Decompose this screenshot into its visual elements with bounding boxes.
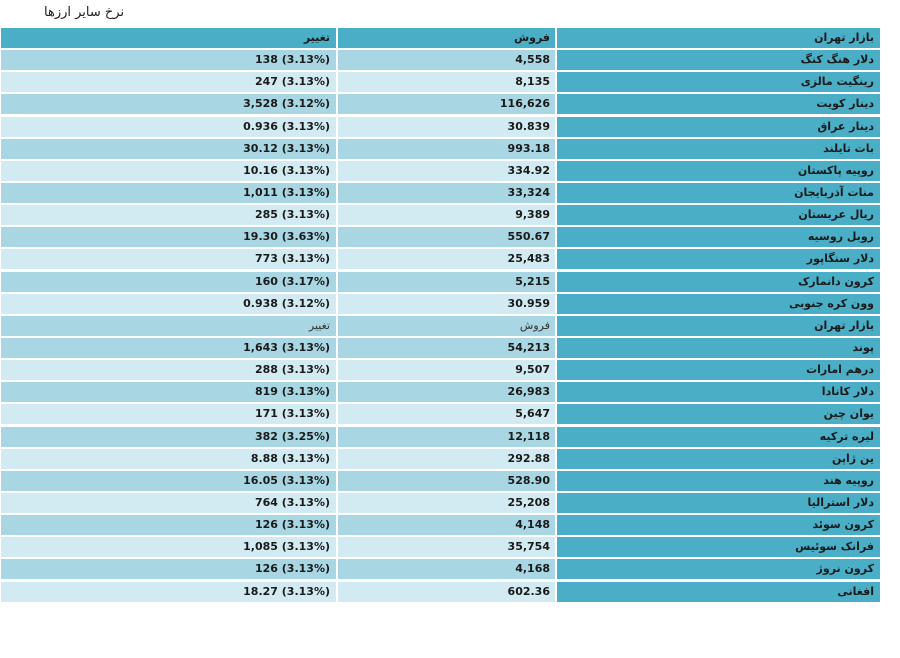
table-row <box>0 537 881 557</box>
currency-name-cell: دینار عراق <box>557 117 880 137</box>
currency-name-cell: درهم امارات <box>557 360 880 380</box>
table-header-row <box>0 28 881 48</box>
currency-name-cell: فرانک سوئیس <box>557 537 880 557</box>
change-cell: 1,643 (3.13%) <box>1 338 336 358</box>
sell-cell: 292.88 <box>338 449 555 469</box>
table-row <box>0 449 881 469</box>
header-market: بازار تهران <box>557 28 880 48</box>
sell-cell: 4,558 <box>338 50 555 70</box>
subheader-change: تغییر <box>1 316 336 336</box>
change-cell: 126 (3.13%) <box>1 559 336 579</box>
change-cell: 1,085 (3.13%) <box>1 537 336 557</box>
change-cell: 773 (3.13%) <box>1 249 336 269</box>
change-cell: 160 (3.17%) <box>1 272 336 292</box>
header-change: تغییر <box>1 28 336 48</box>
table-row <box>0 404 881 424</box>
change-cell: 8.88 (3.13%) <box>1 449 336 469</box>
table-row <box>0 72 881 92</box>
currency-name-cell: دینار کویت <box>557 94 880 114</box>
sell-cell: 5,647 <box>338 404 555 424</box>
sell-cell: 35,754 <box>338 537 555 557</box>
currency-name-cell: ین ژاپن <box>557 449 880 469</box>
table-row <box>0 294 881 314</box>
change-cell: 138 (3.13%) <box>1 50 336 70</box>
table-row <box>0 582 881 602</box>
sell-cell: 528.90 <box>338 471 555 491</box>
table-row <box>0 227 881 247</box>
currency-name-cell: کرون دانمارک <box>557 272 880 292</box>
currency-name-cell: منات آذربایجان <box>557 183 880 203</box>
change-cell: 171 (3.13%) <box>1 404 336 424</box>
currency-name-cell: رینگیت مالزی <box>557 72 880 92</box>
change-cell: 126 (3.13%) <box>1 515 336 535</box>
table-row <box>0 272 881 292</box>
table-row <box>0 94 881 114</box>
currency-name-cell: یوان چین <box>557 404 880 424</box>
currency-name-cell: روبل روسیه <box>557 227 880 247</box>
currency-name-cell: بات تایلند <box>557 139 880 159</box>
sell-cell: 550.67 <box>338 227 555 247</box>
table-subheader-row <box>0 316 881 336</box>
change-cell: 18.27 (3.13%) <box>1 582 336 602</box>
change-cell: 0.936 (3.13%) <box>1 117 336 137</box>
sell-cell: 25,483 <box>338 249 555 269</box>
change-cell: 288 (3.13%) <box>1 360 336 380</box>
change-cell: 30.12 (3.13%) <box>1 139 336 159</box>
table-row <box>0 249 881 269</box>
table-row <box>0 382 881 402</box>
sell-cell: 993.18 <box>338 139 555 159</box>
sell-cell: 30.959 <box>338 294 555 314</box>
table-row <box>0 183 881 203</box>
table-row <box>0 559 881 579</box>
sell-cell: 602.36 <box>338 582 555 602</box>
subheader-sell: فروش <box>338 316 555 336</box>
table-row <box>0 161 881 181</box>
table-row <box>0 427 881 447</box>
change-cell: 382 (3.25%) <box>1 427 336 447</box>
sell-cell: 9,507 <box>338 360 555 380</box>
currency-name-cell: دلار استرالیا <box>557 493 880 513</box>
sell-cell: 9,389 <box>338 205 555 225</box>
table-row <box>0 493 881 513</box>
table-row <box>0 117 881 137</box>
currency-name-cell: دلار سنگاپور <box>557 249 880 269</box>
currency-name-cell: لیره ترکیه <box>557 427 880 447</box>
table-body-part2 <box>0 338 881 602</box>
sell-cell: 30.839 <box>338 117 555 137</box>
table-row <box>0 205 881 225</box>
change-cell: 0.938 (3.12%) <box>1 294 336 314</box>
sell-cell: 25,208 <box>338 493 555 513</box>
currency-name-cell: دلار کانادا <box>557 382 880 402</box>
table-row <box>0 139 881 159</box>
change-cell: 1,011 (3.13%) <box>1 183 336 203</box>
currency-name-cell: ریال عربستان <box>557 205 880 225</box>
sell-cell: 5,215 <box>338 272 555 292</box>
sell-cell: 116,626 <box>338 94 555 114</box>
header-sell: فروش <box>338 28 555 48</box>
table-row <box>0 50 881 70</box>
sell-cell: 8,135 <box>338 72 555 92</box>
sell-cell: 4,148 <box>338 515 555 535</box>
table-body-part1 <box>0 50 881 314</box>
currency-rates-table <box>0 28 881 604</box>
sell-cell: 334.92 <box>338 161 555 181</box>
page-title: نرخ سایر ارزها <box>44 5 125 20</box>
currency-name-cell: کرون نروژ <box>557 559 880 579</box>
currency-name-cell: روپیه پاکستان <box>557 161 880 181</box>
currency-name-cell: دلار هنگ کنگ <box>557 50 880 70</box>
sell-cell: 33,324 <box>338 183 555 203</box>
change-cell: 285 (3.13%) <box>1 205 336 225</box>
currency-name-cell: پوند <box>557 338 880 358</box>
table-row <box>0 360 881 380</box>
sell-cell: 12,118 <box>338 427 555 447</box>
change-cell: 16.05 (3.13%) <box>1 471 336 491</box>
change-cell: 3,528 (3.12%) <box>1 94 336 114</box>
change-cell: 819 (3.13%) <box>1 382 336 402</box>
currency-name-cell: وون کره جنوبی <box>557 294 880 314</box>
change-cell: 247 (3.13%) <box>1 72 336 92</box>
currency-name-cell: افغانی <box>557 582 880 602</box>
change-cell: 10.16 (3.13%) <box>1 161 336 181</box>
currency-name-cell: کرون سوئد <box>557 515 880 535</box>
change-cell: 19.30 (3.63%) <box>1 227 336 247</box>
change-cell: 764 (3.13%) <box>1 493 336 513</box>
sell-cell: 26,983 <box>338 382 555 402</box>
currency-name-cell: روپیه هند <box>557 471 880 491</box>
subheader-market: بازار تهران <box>557 316 880 336</box>
table-row <box>0 471 881 491</box>
table-row <box>0 338 881 358</box>
table-row <box>0 515 881 535</box>
sell-cell: 4,168 <box>338 559 555 579</box>
sell-cell: 54,213 <box>338 338 555 358</box>
